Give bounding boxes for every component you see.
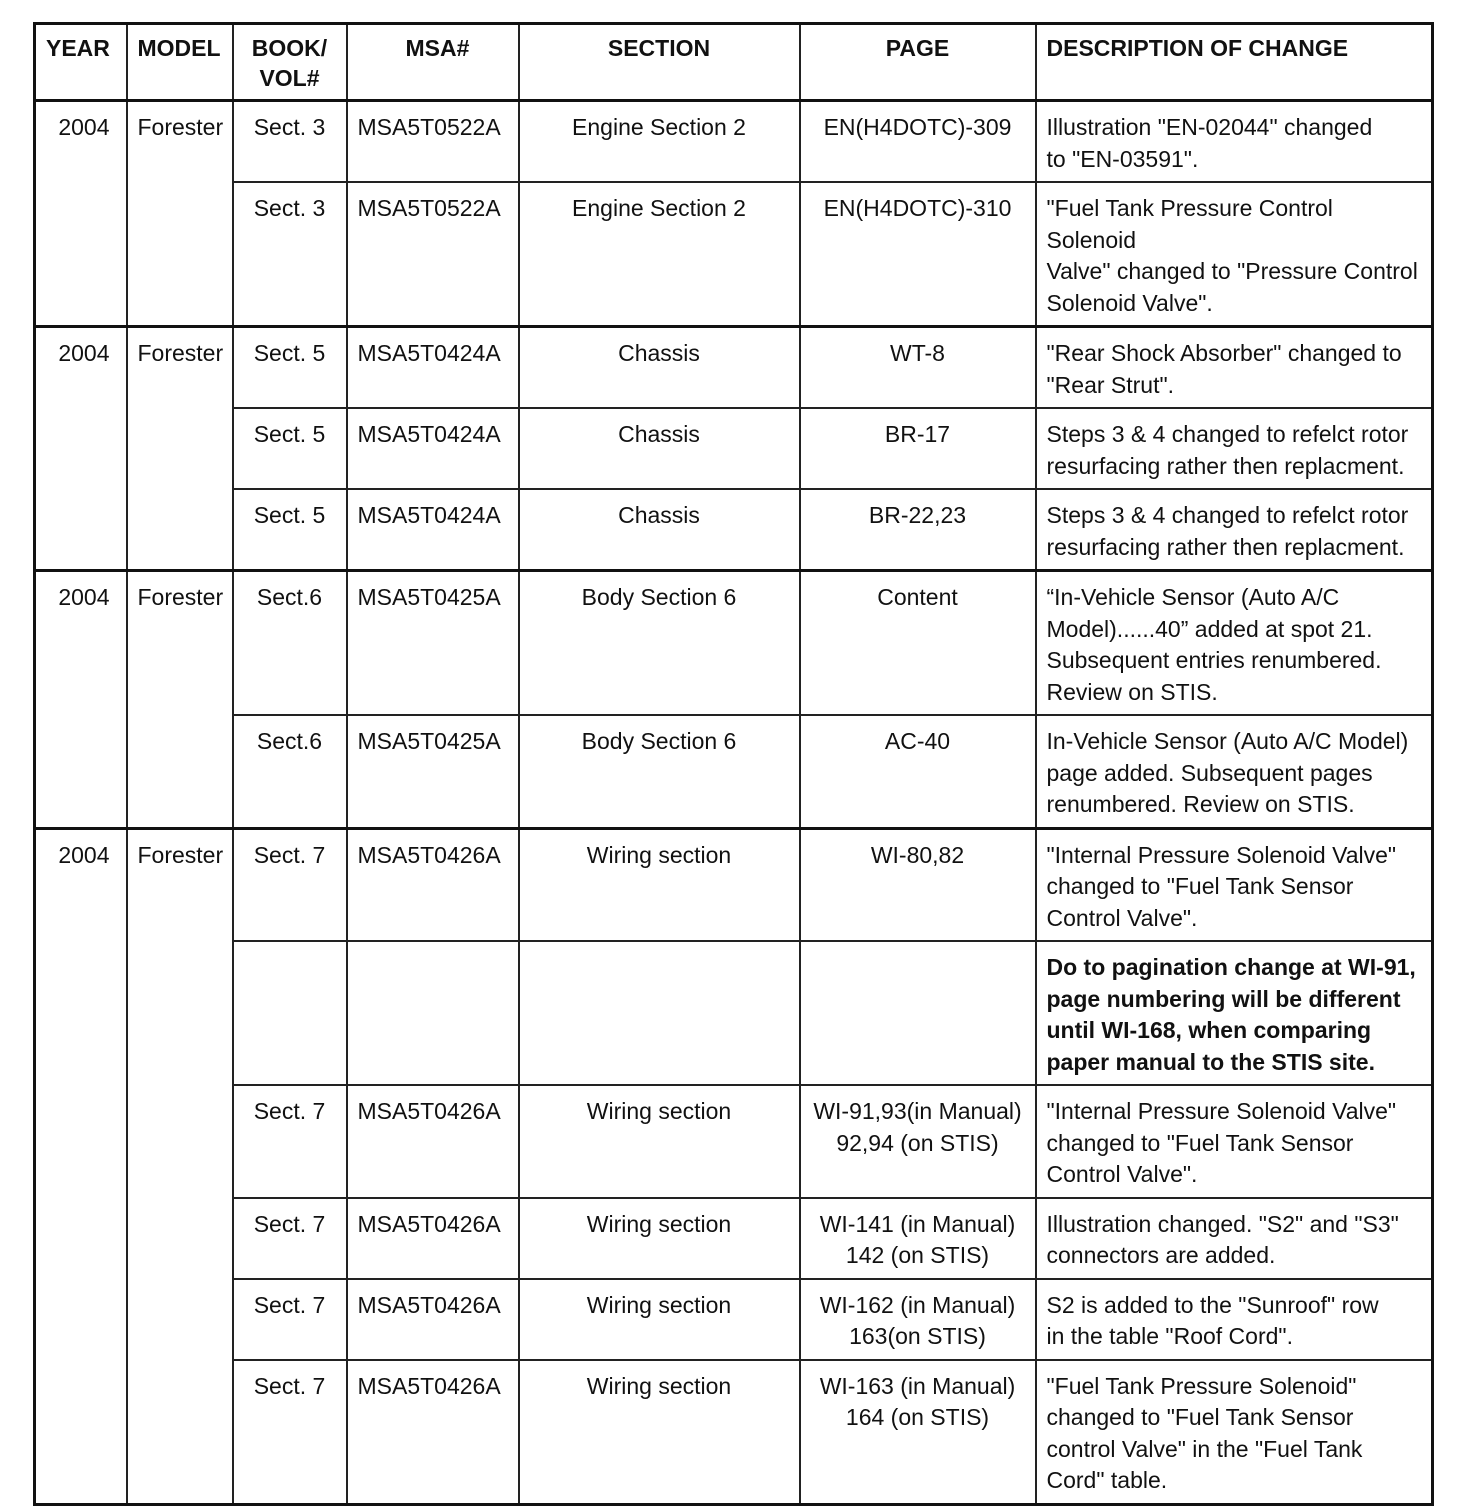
msa-cell: MSA5T0426A — [347, 1198, 519, 1279]
description-line: "Internal Pressure Solenoid Valve" — [1046, 841, 1397, 868]
page-cell — [800, 1360, 1036, 1505]
page-cell — [800, 489, 1036, 571]
description-cell — [1036, 1360, 1433, 1505]
table-row — [35, 408, 1433, 489]
book-cell: Sect. 3 — [233, 182, 347, 327]
book-cell: Sect. 3 — [233, 101, 347, 183]
description-cell — [1036, 828, 1433, 941]
description-line: S2 is added to the "Sunroof" row — [1046, 1291, 1379, 1318]
description-line: control Valve" in the "Fuel Tank — [1046, 1435, 1363, 1462]
msa-cell: MSA5T0424A — [347, 489, 519, 571]
document — [33, 22, 1431, 1506]
msa-cell: MSA5T0426A — [347, 1085, 519, 1198]
description-line: Illustration "EN-02044" changed — [1046, 114, 1373, 140]
msa-cell: MSA5T0424A — [347, 408, 519, 489]
page-cell — [800, 1085, 1036, 1198]
section-cell: Wiring section — [519, 1085, 800, 1198]
description-line: Model)......40” added at spot 21. — [1046, 615, 1373, 642]
description-line: Subsequent entries renumbered. — [1046, 647, 1382, 673]
page-line: WI-163 (in Manual) — [819, 1372, 1016, 1399]
section-cell: Engine Section 2 — [519, 182, 800, 327]
table-row — [35, 715, 1433, 828]
header-book-line1: BOOK/ — [251, 35, 328, 61]
book-cell: Sect. 7 — [233, 828, 347, 941]
description-line: Control Valve". — [1046, 904, 1198, 931]
description-line: "Fuel Tank Pressure Solenoid" — [1046, 1372, 1357, 1399]
section-cell: Chassis — [519, 489, 800, 571]
section-cell: Chassis — [519, 327, 800, 409]
section-cell: Wiring section — [519, 1360, 800, 1505]
msa-cell — [347, 941, 519, 1085]
section-cell: Wiring section — [519, 1198, 800, 1279]
book-cell: Sect.6 — [233, 571, 347, 716]
header-section: SECTION — [519, 24, 800, 101]
description-cell — [1036, 715, 1433, 828]
page-line: AC-40 — [884, 728, 951, 754]
page-line: 92,94 (on STIS) — [836, 1129, 999, 1156]
table-row — [35, 489, 1433, 571]
pagination-note-cell — [1036, 941, 1433, 1085]
description-cell — [1036, 1085, 1433, 1198]
description-line: Cord" table. — [1046, 1467, 1168, 1493]
page-line: 142 (on STIS) — [845, 1242, 990, 1268]
description-line: to "EN-03591". — [1046, 145, 1199, 172]
description-line: Steps 3 & 4 changed to refelct rotor — [1046, 502, 1409, 528]
book-cell: Sect. 7 — [233, 1085, 347, 1198]
page-cell — [800, 327, 1036, 409]
table-row — [35, 828, 1433, 941]
description-line: renumbered. Review on STIS. — [1046, 791, 1355, 817]
page-cell — [800, 571, 1036, 716]
page-cell — [800, 941, 1036, 1085]
description-line: In-Vehicle Sensor (Auto A/C Model) — [1046, 728, 1409, 754]
description-line: “In-Vehicle Sensor (Auto A/C — [1046, 584, 1340, 610]
description-line: Valve" changed to "Pressure Control — [1046, 258, 1418, 284]
description-line: in the table "Roof Cord". — [1046, 1323, 1293, 1349]
description-line: resurfacing rather then replacment. — [1046, 533, 1405, 560]
page-line: 163(on STIS) — [849, 1323, 986, 1349]
msa-cell: MSA5T0424A — [347, 327, 519, 409]
section-cell: Engine Section 2 — [519, 101, 800, 183]
section-cell: Wiring section — [519, 1279, 800, 1360]
header-description: DESCRIPTION OF CHANGE — [1036, 24, 1433, 101]
msa-cell: MSA5T0425A — [347, 715, 519, 828]
page-line: Content — [877, 584, 958, 610]
description-line: page added. Subsequent pages — [1046, 759, 1373, 786]
section-cell: Body Section 6 — [519, 715, 800, 828]
header-book-vol — [233, 24, 347, 101]
section-cell: Body Section 6 — [519, 571, 800, 716]
header-page: PAGE — [800, 24, 1036, 101]
description-cell — [1036, 101, 1433, 183]
description-cell — [1036, 182, 1433, 327]
description-cell — [1036, 1279, 1433, 1360]
year-cell: 2004 — [35, 327, 127, 571]
page-line: WI-91,93(in Manual) — [813, 1098, 1022, 1124]
year-cell: 2004 — [35, 828, 127, 1504]
page-line: 164 (on STIS) — [845, 1404, 990, 1430]
model-cell: Forester — [127, 327, 233, 571]
msa-cell: MSA5T0425A — [347, 571, 519, 716]
msa-cell: MSA5T0426A — [347, 828, 519, 941]
table-row — [35, 182, 1433, 327]
table-row — [35, 101, 1433, 183]
page-line: BR-22,23 — [868, 502, 967, 528]
page-line: WI-141 (in Manual) — [819, 1210, 1016, 1237]
page-cell — [800, 1279, 1036, 1360]
page-cell — [800, 715, 1036, 828]
description-line: page numbering will be different — [1046, 985, 1401, 1012]
page-line: EN(H4DOTC)-310 — [823, 195, 1012, 221]
description-cell — [1036, 1198, 1433, 1279]
year-cell: 2004 — [35, 101, 127, 327]
description-line: "Rear Shock Absorber" changed to — [1046, 340, 1402, 366]
msa-cell: MSA5T0426A — [347, 1360, 519, 1505]
description-line: Solenoid Valve". — [1046, 289, 1213, 316]
description-line: changed to "Fuel Tank Sensor — [1046, 873, 1354, 899]
description-line: Illustration changed. "S2" and "S3" — [1046, 1210, 1399, 1237]
msa-cell: MSA5T0522A — [347, 101, 519, 183]
table-body — [35, 101, 1433, 1505]
book-cell: Sect. 7 — [233, 1360, 347, 1505]
description-line: changed to "Fuel Tank Sensor — [1046, 1129, 1354, 1156]
description-cell — [1036, 408, 1433, 489]
description-cell — [1036, 571, 1433, 716]
book-cell: Sect. 5 — [233, 489, 347, 571]
table-row — [35, 327, 1433, 409]
page-cell — [800, 828, 1036, 941]
header-msa: MSA# — [347, 24, 519, 101]
description-line: resurfacing rather then replacment. — [1046, 452, 1405, 479]
page-line: WT-8 — [890, 340, 945, 366]
section-cell — [519, 941, 800, 1085]
table-row — [35, 1198, 1433, 1279]
description-line: until WI-168, when comparing — [1046, 1017, 1372, 1043]
book-cell: Sect. 5 — [233, 408, 347, 489]
description-line: paper manual to the STIS site. — [1046, 1048, 1375, 1075]
table-row — [35, 571, 1433, 716]
year-cell: 2004 — [35, 571, 127, 829]
model-cell: Forester — [127, 571, 233, 829]
page-cell — [800, 182, 1036, 327]
description-line: Review on STIS. — [1046, 678, 1218, 705]
msa-cell: MSA5T0426A — [347, 1279, 519, 1360]
book-cell: Sect. 5 — [233, 327, 347, 409]
description-line: Do to pagination change at WI-91, — [1046, 954, 1416, 980]
page-line: BR-17 — [884, 421, 951, 447]
description-line: "Fuel Tank Pressure Control Solenoid — [1046, 195, 1333, 253]
header-model: MODEL — [127, 24, 233, 101]
description-line: changed to "Fuel Tank Sensor — [1046, 1404, 1354, 1430]
book-cell — [233, 941, 347, 1085]
msa-cell: MSA5T0522A — [347, 182, 519, 327]
table-row — [35, 1085, 1433, 1198]
section-cell: Chassis — [519, 408, 800, 489]
description-line: Control Valve". — [1046, 1161, 1198, 1187]
book-cell: Sect. 7 — [233, 1198, 347, 1279]
book-cell: Sect. 7 — [233, 1279, 347, 1360]
table-row — [35, 1360, 1433, 1505]
page-cell — [800, 101, 1036, 183]
model-cell: Forester — [127, 101, 233, 327]
page-line: EN(H4DOTC)-309 — [823, 114, 1012, 140]
table-row — [35, 941, 1433, 1085]
description-line: "Rear Strut". — [1046, 371, 1175, 398]
description-line: connectors are added. — [1046, 1242, 1276, 1268]
page-line: WI-162 (in Manual) — [819, 1291, 1016, 1318]
description-cell — [1036, 327, 1433, 409]
header-row — [35, 24, 1433, 101]
model-cell: Forester — [127, 828, 233, 1504]
header-book-line2: VOL# — [259, 65, 320, 91]
page-cell — [800, 1198, 1036, 1279]
page-line: WI-80,82 — [870, 841, 965, 868]
header-year: YEAR — [35, 24, 127, 101]
change-log-table — [33, 22, 1434, 1506]
page-cell — [800, 408, 1036, 489]
description-line: "Internal Pressure Solenoid Valve" — [1046, 1098, 1397, 1124]
description-cell — [1036, 489, 1433, 571]
table-row — [35, 1279, 1433, 1360]
section-cell: Wiring section — [519, 828, 800, 941]
description-line: Steps 3 & 4 changed to refelct rotor — [1046, 421, 1409, 447]
book-cell: Sect.6 — [233, 715, 347, 828]
